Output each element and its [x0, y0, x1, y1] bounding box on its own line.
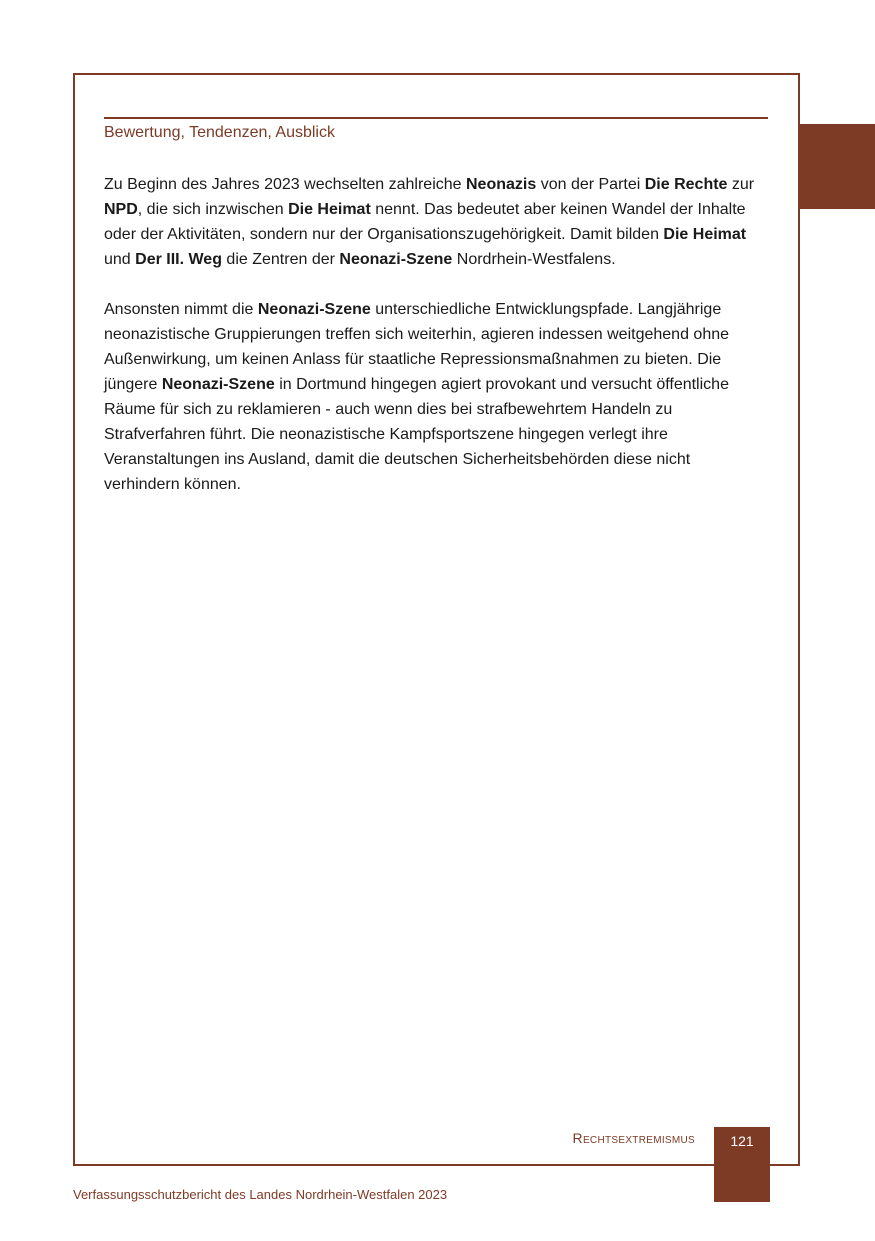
body-text — [104, 172, 770, 522]
bold-term: Die Heimat — [663, 226, 747, 243]
text-run: die Zentren der — [221, 251, 340, 268]
text-run: Ansonsten nimmt die — [104, 301, 258, 318]
bold-term: Neonazi-Szene — [339, 251, 453, 268]
text-run: und — [104, 251, 136, 268]
bold-term: Die Heimat — [288, 201, 371, 218]
section-rule — [104, 117, 768, 119]
bold-term: Neonazi-Szene — [257, 301, 371, 318]
bold-term: Neonazi-Szene — [161, 376, 275, 393]
page-number: 121 — [730, 1133, 754, 1149]
page-number-box — [714, 1127, 770, 1202]
paragraph-1 — [104, 172, 770, 272]
section-title: Bewertung, Tendenzen, Ausblick — [104, 124, 335, 141]
report-title: Verfassungsschutzbericht des Landes Nordrhein-Westfalen 2023 — [73, 1187, 448, 1202]
text-run: nennt. Das bedeutet aber keinen Wandel der Inhalte oder der Aktivitäten, sondern nur der Organisationszugehörigkeit. Damit bilden — [104, 201, 746, 243]
bold-term: NPD — [104, 201, 138, 218]
bold-term: Neonazis — [466, 176, 537, 193]
paragraph-2 — [104, 297, 770, 497]
chapter-side-tab — [798, 124, 875, 209]
text-run: Zu Beginn des Jahres 2023 wechselten zahlreiche — [104, 176, 466, 193]
bold-term: Die Rechte — [644, 176, 728, 193]
text-run: unterschiedliche Entwicklungspfade. Langjährige neonazistische Gruppierungen treffen sich weiterhin, agieren indessen weitgehend ohne Außenwirkung, um keinen Anlass für staatliche Repressionsmaßnahmen zu bieten. Die jüngere — [104, 301, 730, 393]
text-run: in Dortmund hingegen agiert provokant und versucht öffentliche Räume für sich zu reklamieren - auch wenn dies bei strafbewehrtem Handeln zu Strafverfahren führt. Die neonazistische Kampfsportszene hingegen verlegt ihre Veranstaltungen ins Ausland, damit die deutschen Sicherheitsbehörden diese nicht verhindern können. — [104, 376, 729, 493]
text-run: Nordrhein-Westfalens. — [452, 251, 616, 268]
text-run: , die sich inzwischen — [137, 201, 289, 218]
text-run: von der Partei — [536, 176, 645, 193]
text-run: zur — [727, 176, 755, 193]
bold-term: Der III. Weg — [135, 251, 222, 268]
chapter-label: Rechtsextremismus — [572, 1130, 695, 1146]
